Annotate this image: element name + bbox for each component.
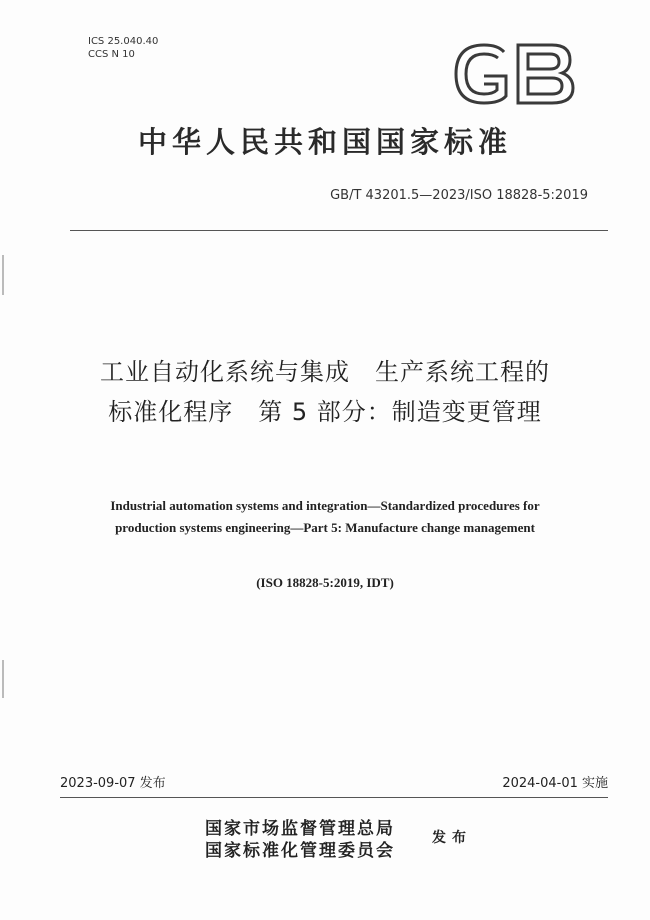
national-standard-title: 中华人民共和国国家标准: [137, 125, 512, 159]
iso-equivalence: (ISO 18828-5:2019, IDT): [256, 575, 394, 590]
header-divider: [70, 230, 608, 231]
english-title-line-1: Industrial automation systems and integration—Standardized procedures for: [110, 498, 540, 513]
issue-label: 发布: [432, 830, 472, 846]
implementation-date: 2024-04-01 实施: [502, 776, 608, 791]
publication-date: 2023-09-07 发布: [60, 776, 166, 791]
english-title: [0, 495, 650, 539]
footer-divider: [60, 797, 608, 798]
issuer-org-1: 国家市场监督管理总局: [205, 819, 395, 839]
issuer-org-2: 国家标准化管理委员会: [205, 841, 395, 861]
standard-number: GB/T 43201.5—2023/ISO 18828-5:2019: [330, 188, 588, 203]
scan-edge-mark: [2, 660, 4, 698]
chinese-title: [0, 352, 650, 432]
scan-edge-mark: [2, 255, 4, 295]
ics-code: ICS 25.040.40: [88, 36, 159, 47]
chinese-title-line-2: 标准化程序 第 5 部分：制造变更管理: [108, 398, 542, 426]
issuing-organizations: [205, 818, 395, 862]
chinese-title-line-1: 工业自动化系统与集成 生产系统工程的: [100, 358, 550, 386]
ccs-code: CCS N 10: [88, 49, 135, 60]
classification-codes: [88, 35, 158, 61]
gb-logo: [448, 40, 578, 108]
english-title-line-2: production systems engineering—Part 5: Manufacture change management: [115, 520, 535, 535]
